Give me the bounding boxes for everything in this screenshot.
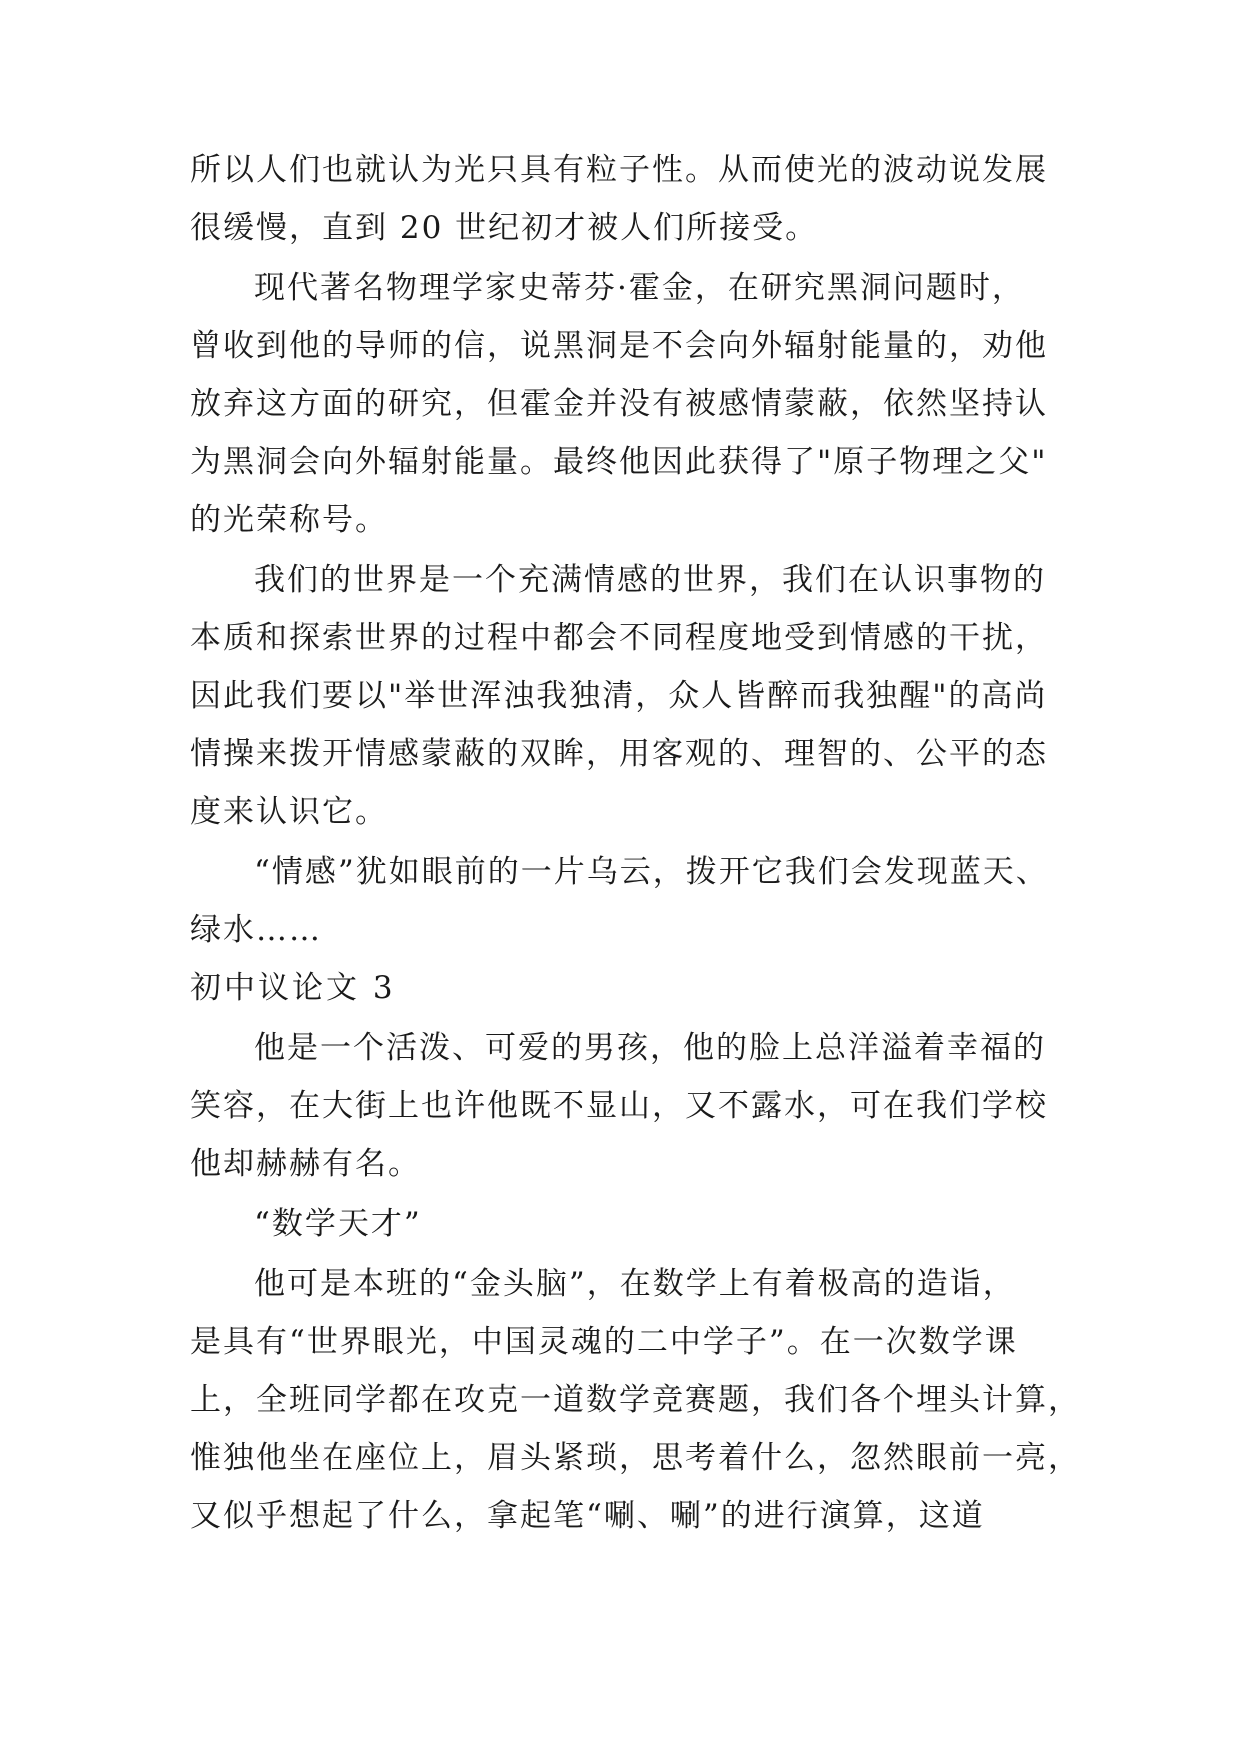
section-heading: 初中议论文 3 — [190, 970, 396, 1006]
text-line: 又似乎想起了什么，拿起笔“唰、唰”的进行演算，这道 — [190, 1498, 985, 1534]
paragraph-first-line: “情感”犹如眼前的一片乌云，拨开它我们会发现蓝天、 — [254, 854, 1049, 890]
paragraph-first-line: 他可是本班的“金头脑”，在数学上有着极高的造诣， — [254, 1266, 1016, 1302]
text-line: 因此我们要以"举世浑浊我独清，众人皆醉而我独醒"的高尚 — [190, 678, 1048, 714]
text-line: 所以人们也就认为光只具有粒子性。从而使光的波动说发展 — [190, 152, 1048, 188]
text-line: 他却赫赫有名。 — [190, 1146, 421, 1182]
paragraph-first-line: 他是一个活泼、可爱的男孩，他的脸上总洋溢着幸福的 — [254, 1030, 1046, 1066]
text-line: 为黑洞会向外辐射能量。最终他因此获得了"原子物理之父" — [190, 444, 1048, 480]
text-line: 是具有“世界眼光，中国灵魂的二中学子”。在一次数学课 — [190, 1324, 1018, 1360]
text-line: 本质和探索世界的过程中都会不同程度地受到情感的干扰， — [190, 620, 1048, 656]
text-line: 很缓慢，直到 20 世纪初才被人们所接受。 — [190, 210, 819, 246]
text-line: 情操来拨开情感蒙蔽的双眸，用客观的、理智的、公平的态 — [190, 736, 1048, 772]
text-line: 曾收到他的导师的信，说黑洞是不会向外辐射能量的，劝他 — [190, 328, 1048, 364]
paragraph-first-line: 我们的世界是一个充满情感的世界，我们在认识事物的 — [254, 562, 1046, 598]
text-line: 惟独他坐在座位上，眉头紧琐，思考着什么，忽然眼前一亮， — [190, 1440, 1081, 1476]
text-line: 笑容，在大街上也许他既不显山，又不露水，可在我们学校 — [190, 1088, 1048, 1124]
text-line: 放弃这方面的研究，但霍金并没有被感情蒙蔽，依然坚持认 — [190, 386, 1048, 422]
text-line: 上，全班同学都在攻克一道数学竞赛题，我们各个埋头计算， — [190, 1382, 1081, 1418]
subheading: “数学天才” — [254, 1206, 422, 1242]
text-line: 的光荣称号。 — [190, 502, 388, 538]
paragraph-first-line: 现代著名物理学家史蒂芬·霍金，在研究黑洞问题时， — [254, 270, 1025, 306]
text-line: 绿水…… — [190, 912, 322, 948]
text-line: 度来认识它。 — [190, 794, 388, 830]
